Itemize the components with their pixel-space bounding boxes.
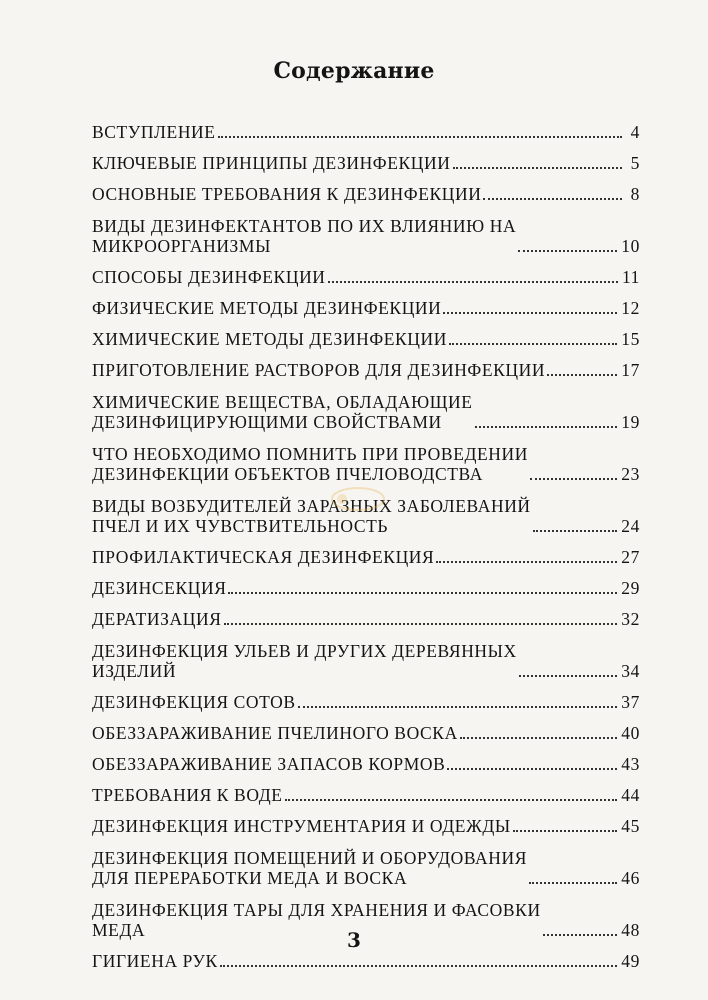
table-of-contents [92,114,640,974]
dot-leader [436,561,617,563]
dot-leader [519,675,618,677]
toc-entry-title: КЛЮЧЕВЫЕ ПРИНЦИПЫ ДЕЗИНФЕКЦИИ [92,153,451,173]
dot-leader [220,965,617,967]
dot-leader [449,343,617,345]
dot-leader [453,167,622,169]
toc-entry [92,601,640,632]
toc-entry-page: 10 [621,236,640,256]
toc-entry-page: 5 [630,153,640,173]
toc-entry [92,321,640,352]
toc-entry-page: 29 [621,578,640,598]
toc-entry [92,259,640,290]
toc-entry-page: 32 [621,609,640,629]
dot-leader [513,830,618,832]
toc-entry-title: ДЕЗИНФЕКЦИЯ УЛЬЕВ И ДРУГИХ ДЕРЕВЯННЫХ ИЗДЕЛИЙ [92,641,517,681]
toc-entry-title: ВИДЫ ВОЗБУДИТЕЛЕЙ ЗАРАЗНЫХ ЗАБОЛЕВАНИЙ ПЧЕЛ И ИХ ЧУВСТВИТЕЛЬНОСТЬ [92,496,531,536]
toc-entry-title: ЧТО НЕОБХОДИМО ПОМНИТЬ ПРИ ПРОВЕДЕНИИ ДЕЗИНФЕКЦИИ ОБЪЕКТОВ ПЧЕЛОВОДСТВА [92,444,529,484]
toc-entry-page: 8 [630,184,640,204]
toc-entry-title: ДЕЗИНСЕКЦИЯ [92,578,227,598]
toc-entry-title: ТРЕБОВАНИЯ К ВОДЕ [92,785,283,805]
toc-entry-page: 15 [621,329,640,349]
toc-entry-page: 17 [621,360,640,380]
toc-entry-title: ОСНОВНЫЕ ТРЕБОВАНИЯ К ДЕЗИНФЕКЦИИ [92,184,482,204]
toc-entry [92,808,640,839]
toc-entry [92,290,640,321]
toc-entry-page: 43 [621,754,640,774]
toc-entry-title: СПОСОБЫ ДЕЗИНФЕКЦИИ [92,267,326,287]
toc-entry-title: ДЕРАТИЗАЦИЯ [92,609,222,629]
toc-entry-title: ХИМИЧЕСКИЕ МЕТОДЫ ДЕЗИНФЕКЦИИ [92,329,448,349]
toc-entry-page: 40 [621,723,640,743]
toc-entry-page: 12 [621,298,640,318]
toc-entry-title: ГИГИЕНА РУК [92,951,218,971]
dot-leader [483,198,622,200]
toc-entry-title: ОБЕЗЗАРАЖИВАНИЕ ПЧЕЛИНОГО ВОСКА [92,723,458,743]
toc-entry-page: 27 [621,547,640,567]
toc-entry [92,207,640,259]
toc-entry [92,632,640,684]
toc-entry [92,715,640,746]
dot-leader [530,478,617,480]
dot-leader [298,706,618,708]
page-title: Содержание [273,58,435,84]
dot-leader [460,737,617,739]
toc-entry [92,684,640,715]
toc-entry-page: 4 [630,122,640,142]
toc-entry-title: ДЕЗИНФЕКЦИЯ СОТОВ [92,692,296,712]
dot-leader [218,136,622,138]
page-number: 3 [347,928,361,952]
toc-entry-page: 34 [621,661,640,681]
toc-entry [92,114,640,145]
dot-leader [547,374,617,376]
toc-entry-title: ВИДЫ ДЕЗИНФЕКТАНТОВ ПО ИХ ВЛИЯНИЮ НА МИКРООРГАНИЗМЫ [92,216,517,256]
toc-entry-page: 44 [621,785,640,805]
toc-entry [92,746,640,777]
toc-entry [92,777,640,808]
dot-leader [518,250,617,252]
dot-leader [443,312,617,314]
toc-entry-page: 49 [621,951,640,971]
dot-leader [533,530,618,532]
dot-leader [529,882,617,884]
toc-entry-title: ХИМИЧЕСКИЕ ВЕЩЕСТВА, ОБЛАДАЮЩИЕ ДЕЗИНФИЦИРУЮЩИМИ СВОЙСТВАМИ [92,392,473,432]
toc-entry [92,176,640,207]
toc-entry-page: 19 [621,412,640,432]
toc-entry [92,383,640,435]
toc-entry-page: 45 [621,816,640,836]
watermark-logo [328,484,388,514]
toc-entry [92,539,640,570]
toc-entry-title: ФИЗИЧЕСКИЕ МЕТОДЫ ДЕЗИНФЕКЦИИ [92,298,442,318]
toc-entry-page: 48 [621,920,640,940]
toc-entry [92,352,640,383]
toc-entry [92,435,640,487]
toc-entry-page: 24 [621,516,640,536]
dot-leader [475,426,618,428]
toc-entry-title: ДЕЗИНФЕКЦИЯ ПОМЕЩЕНИЙ И ОБОРУДОВАНИЯ ДЛЯ ПЕРЕРАБОТКИ МЕДА И ВОСКА [92,848,528,888]
toc-entry-title: ПРОФИЛАКТИЧЕСКАЯ ДЕЗИНФЕКЦИЯ [92,547,435,567]
toc-entry-page: 37 [621,692,640,712]
dot-leader [328,281,618,283]
toc-entry [92,570,640,601]
dot-leader [224,623,618,625]
toc-entry-title: ДЕЗИНФЕКЦИЯ ИНСТРУМЕНТАРИЯ И ОДЕЖДЫ [92,816,511,836]
toc-entry-title: ДЕЗИНФЕКЦИЯ ТАРЫ ДЛЯ ХРАНЕНИЯ И ФАСОВКИ МЕДА [92,900,541,940]
toc-entry-page: 46 [621,868,640,888]
toc-entry-page: 11 [621,267,640,287]
dot-leader [285,799,618,801]
toc-entry-page: 23 [621,464,640,484]
toc-entry-title: ВСТУПЛЕНИЕ [92,122,216,142]
toc-entry-title: ОБЕЗЗАРАЖИВАНИЕ ЗАПАСОВ КОРМОВ [92,754,446,774]
dot-leader [447,768,617,770]
toc-entry-title: ПРИГОТОВЛЕНИЕ РАСТВОРОВ ДЛЯ ДЕЗИНФЕКЦИИ [92,360,546,380]
dot-leader [228,592,617,594]
toc-entry [92,839,640,891]
toc-entry [92,145,640,176]
